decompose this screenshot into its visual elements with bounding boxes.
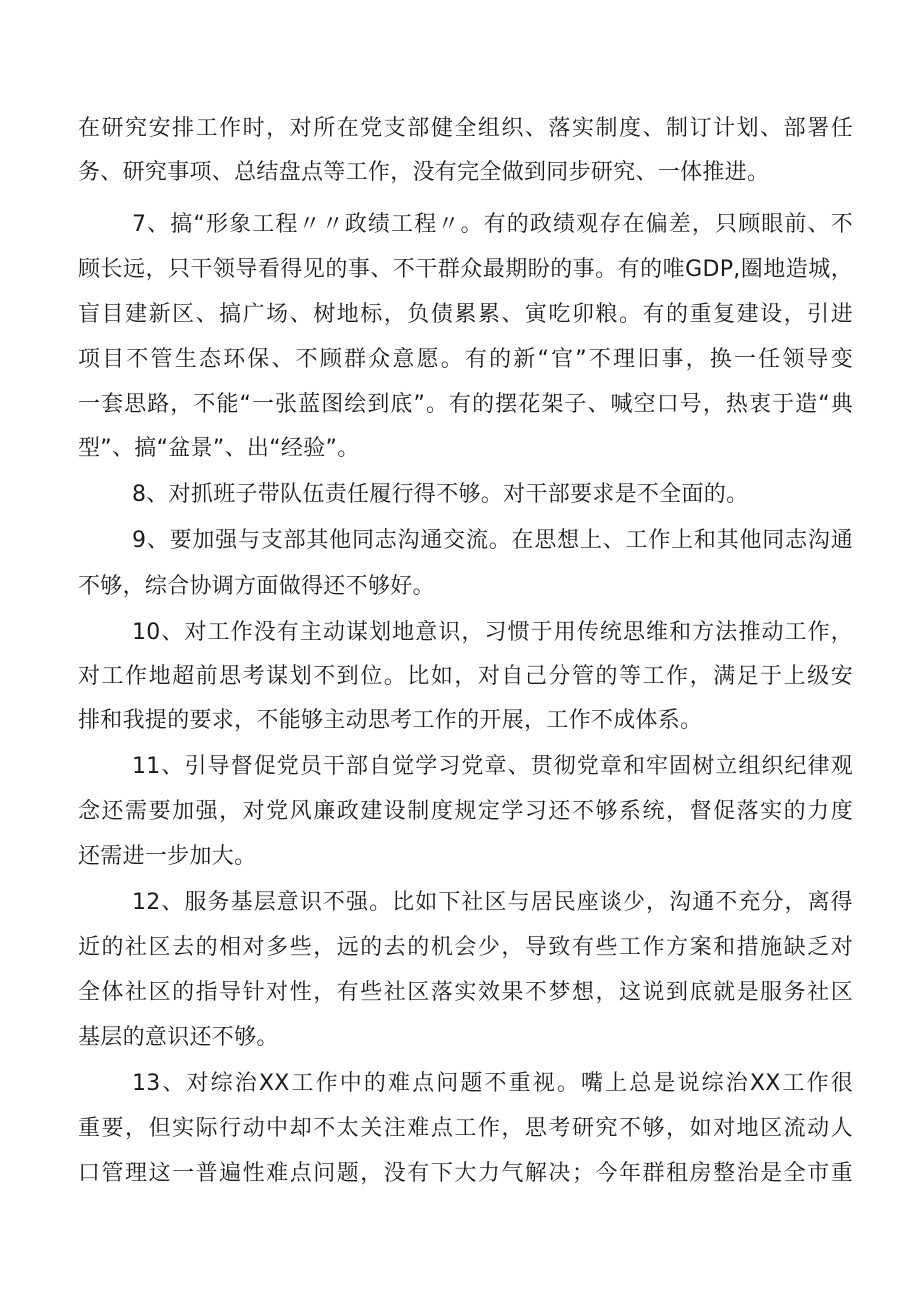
body-text-line: 近的社区去的相对多些，远的去的机会少，导致有些工作方案和措施缺乏对 <box>78 935 853 960</box>
body-text-line: 在研究安排工作时，对所在党支部健全组织、落实制度、制订计划、部署任 <box>78 116 853 141</box>
body-text-line: 盲目建新区、搞广场、树地标，负债累累、寅吃卯粮。有的重复建设，引进 <box>78 302 853 327</box>
body-text-line: 一套思路，不能“一张蓝图绘到底”。有的摆花架子、喊空口号，热衷于造“典 <box>78 392 853 417</box>
body-text-line: 排和我提的要求，不能够主动思考工作的开展，工作不成体系。 <box>78 708 703 733</box>
body-text-line: 基层的意识还不够。 <box>78 1025 279 1050</box>
body-text-line: 全体社区的指导针对性，有些社区落实效果不梦想，这说到底就是服务社区 <box>78 980 853 1005</box>
paragraph-8-line: 8、对抓班子带队伍责任履行得不够。对干部要求是不全面的。 <box>132 482 749 507</box>
body-text-line: 口管理这一普遍性难点问题，没有下大力气解决；今年群租房整治是全市重 <box>78 1161 853 1186</box>
body-text-line: 型”、搞“盆景”、出“经验”。 <box>78 436 360 461</box>
paragraph-9-line: 9、要加强与支部其他同志沟通交流。在思想上、工作上和其他同志沟通 <box>132 528 853 553</box>
body-text-line: 顾长远，只干领导看得见的事、不干群众最期盼的事。有的唯GDP,圈地造城， <box>78 257 853 282</box>
paragraph-11-line: 11、引导督促党员干部自觉学习党章、贯彻党章和牢固树立组织纪律观 <box>132 754 853 779</box>
body-text-line: 还需进一步加大。 <box>78 844 257 869</box>
body-text-line: 重要，但实际行动中却不太关注难点工作，思考研究不够，如对地区流动人 <box>78 1116 853 1141</box>
body-text-line: 不够，综合协调方面做得还不够好。 <box>78 574 435 599</box>
paragraph-12-line: 12、服务基层意识不强。比如下社区与居民座谈少，沟通不充分，离得 <box>132 890 853 915</box>
body-text-line: 项目不管生态环保、不顾群众意愿。有的新“官”不理旧事，换一任领导变 <box>78 347 853 372</box>
body-text-line: 务、研究事项、总结盘点等工作，没有完全做到同步研究、一体推进。 <box>78 160 770 185</box>
paragraph-10-line: 10、对工作没有主动谋划地意识，习惯于用传统思维和方法推动工作， <box>132 620 853 645</box>
paragraph-13-line: 13、对综治XX工作中的难点问题不重视。嘴上总是说综治XX工作很 <box>132 1071 853 1096</box>
body-text-line: 对工作地超前思考谋划不到位。比如，对自己分管的等工作，满足于上级安 <box>78 664 853 689</box>
body-text-line: 念还需要加强，对党风廉政建设制度规定学习还不够系统，督促落实的力度 <box>78 799 853 824</box>
paragraph-7-line: 7、搞“形象工程〃〃政绩工程〃。有的政绩观存在偏差，只顾眼前、不 <box>132 212 853 237</box>
